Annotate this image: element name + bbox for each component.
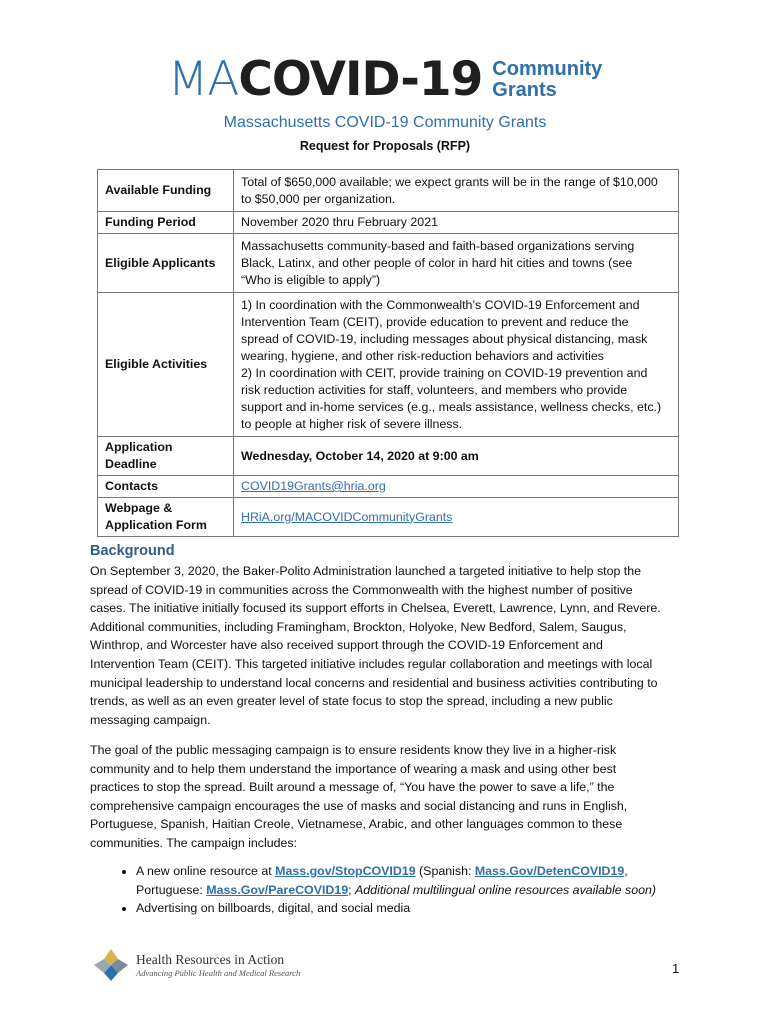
text-line: comprehensive campaign encourages the use of masks and social distancing and runs in English, [90, 798, 628, 813]
text-line: Total of $650,000 available; we expect grants will be in the range of $10,000 [241, 174, 658, 189]
text-line: Portuguese, Spanish, Haitian Creole, Vietnamese, Arabic, and other languages common to these [90, 817, 623, 832]
text-line: messaging campaign. [90, 712, 211, 727]
list-item: • Advertising on billboards, digital, and social media [136, 899, 682, 918]
logo-covid-text: COVID-19 [238, 52, 483, 107]
text-line: trends, as well as an even greater level of state focus to stop the spread, including a new public [90, 694, 613, 709]
row-value: Wednesday, October 14, 2020 at 9:00 am [234, 437, 679, 476]
text-segment: Additional multilingual online resources available soon) [355, 882, 657, 897]
background-paragraph-1 [90, 562, 682, 729]
text-line: On September 3, 2020, the Baker-Polito Administration launched a targeted initiative to help stop the [90, 564, 642, 578]
table-row [98, 234, 679, 293]
text-segment: ; [348, 882, 356, 897]
text-line: 1) In coordination with the Commonwealth’s COVID-19 Enforcement and [241, 297, 640, 312]
row-label: Available Funding [98, 170, 234, 212]
page-number: 1 [672, 961, 680, 976]
row-value [234, 476, 679, 498]
logo-community-text: Community [492, 57, 603, 80]
list-item [136, 862, 682, 899]
text-line: municipal leadership to understand local concerns and residential and business activities contributing to [90, 675, 658, 690]
table-row [98, 498, 679, 537]
parecovid-link[interactable]: Mass.Gov/PareCOVID19 [206, 882, 349, 897]
text-line: risk reduction activities for staff, volunteers, and members who provide [241, 382, 628, 397]
macovid-logo [0, 52, 770, 107]
campaign-bullet-list [90, 862, 682, 918]
hria-logo [92, 947, 300, 983]
text-line: Massachusetts community-based and faith-based organizations serving [241, 238, 635, 253]
detencovid-link[interactable]: Mass.Gov/DetenCOVID19 [474, 864, 625, 878]
table-row [98, 476, 679, 498]
table-row [98, 212, 679, 234]
text-line: to people at higher risk of severe illness. [241, 416, 463, 431]
background-paragraph-2 [90, 741, 682, 853]
org-name: Health Resources in Action [136, 952, 285, 967]
text-line: Additional communities, including Framingham, Brockton, Holyoke, New Bedford, Salem, Saugus, [90, 619, 627, 634]
text-segment: A new online resource at [136, 864, 276, 878]
stopcovid-link[interactable]: Mass.gov/StopCOVID19 [275, 864, 416, 878]
logo-grants-text: Grants [492, 78, 557, 101]
table-row [98, 293, 679, 437]
text-line: support and in-home services (e.g., meals assistance, wellness checks, etc.) [241, 399, 662, 414]
text-line: 2) In coordination with CEIT, provide training on COVID-19 prevention and [241, 365, 648, 380]
table-row [98, 170, 679, 212]
webpage-link[interactable]: HRiA.org/MACOVIDCommunityGrants [241, 509, 453, 524]
page-title: Massachusetts COVID-19 Community Grants [223, 114, 547, 131]
text-line: practices to stop the spread. Built around a message of, “You have the power to save a life,” the [90, 780, 615, 795]
text-segment: , [624, 864, 628, 878]
background-heading: Background [90, 543, 175, 559]
row-label: Eligible Activities [98, 293, 234, 437]
rfp-summary-table [97, 169, 679, 537]
text-line: to $50,000 per organization. [241, 191, 396, 206]
text-segment: Portuguese: [136, 882, 207, 897]
contact-email-link[interactable]: COVID19Grants@hria.org [241, 479, 386, 493]
row-value [234, 234, 679, 293]
page-subtitle: Request for Proposals (RFP) [299, 139, 471, 153]
row-value [234, 293, 679, 437]
text-segment: (Spanish: [415, 864, 475, 878]
text-line: wearing, hygiene, and other risk-reduction behaviors and activities [241, 348, 604, 363]
text-line: Intervention Team (CEIT). This targeted initiative includes regular collaboration and meetings with local [90, 656, 653, 671]
row-value [234, 170, 679, 212]
text-line: The goal of the public messaging campaign is to ensure residents know they live in a higher-risk [90, 743, 617, 757]
row-label: Contacts [98, 476, 234, 498]
text-line: spread of COVID-19 in communities across the Commonwealth with the highest number of positive [90, 582, 633, 597]
text-line: community and to help them understand the importance of wearing a mask and using other best [90, 761, 617, 776]
row-label: Application Deadline [98, 437, 234, 476]
hria-emblem-icon [92, 947, 130, 983]
text-line: Intervention Team (CEIT), provide education to prevent and reduce the [241, 314, 629, 329]
text-line: spread of COVID-19, including messages about physical distancing, mask [241, 331, 648, 346]
row-label: Eligible Applicants [98, 234, 234, 293]
text-line: Black, Latinx, and other people of color in hard hit cities and towns (see [241, 255, 633, 270]
logo-community-grants [492, 59, 602, 101]
text-line: Winthrop, and Worcester have also received support through the COVID-19 Enforcement and [90, 638, 603, 653]
table-row [98, 437, 679, 476]
logo-ma-text: MA [167, 52, 239, 107]
row-label: Funding Period [98, 212, 234, 234]
text-line: Application Form [105, 518, 207, 532]
text-line: cases. The initiative initially focused its support efforts in Chelsea, Everett, Lawrence, Lynn, and Revere. [90, 601, 661, 616]
text-line: Webpage & [105, 501, 173, 515]
text-line: communities. The campaign includes: [90, 835, 298, 850]
org-tagline: Advancing Public Health and Medical Research [136, 968, 301, 978]
row-label [98, 498, 234, 537]
row-value [234, 498, 679, 537]
text-line: “Who is eligible to apply”) [241, 272, 381, 287]
row-value: November 2020 thru February 2021 [234, 212, 679, 234]
